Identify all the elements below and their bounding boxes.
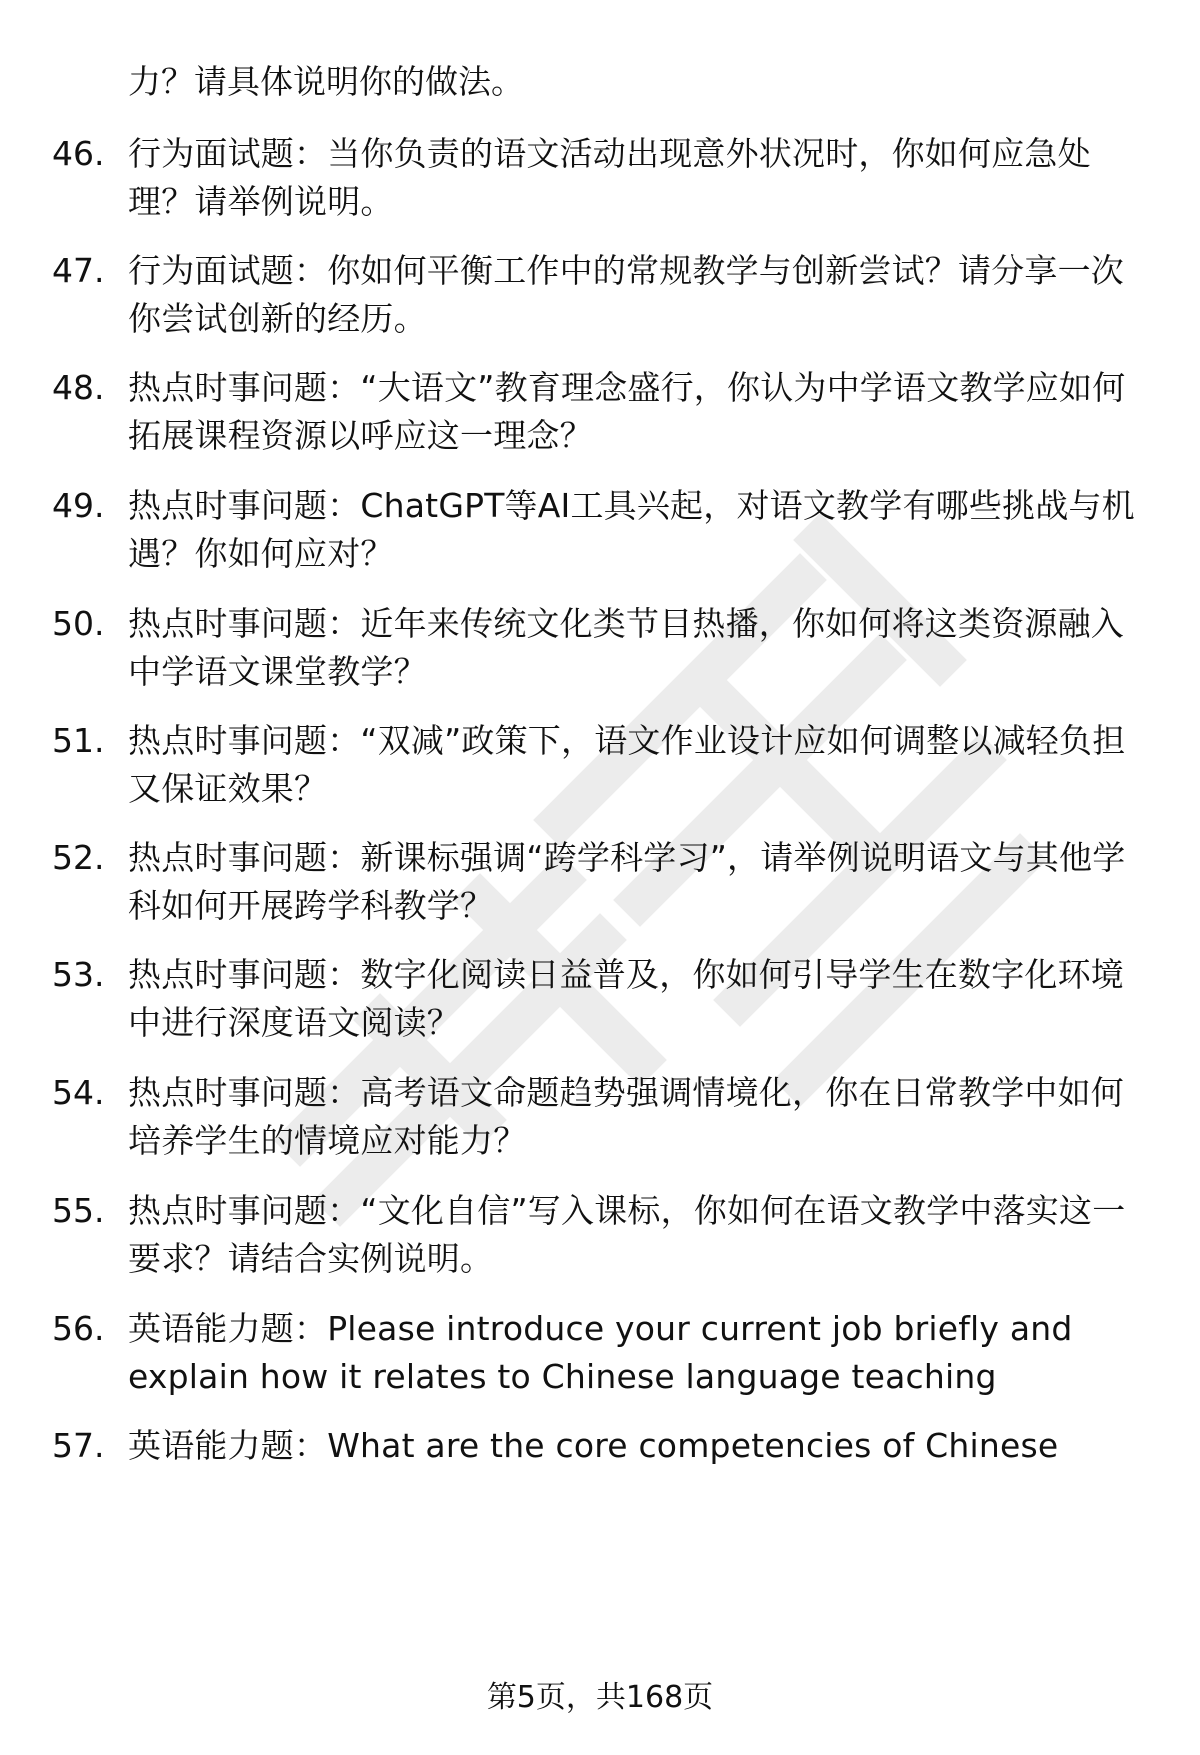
question-number: 51. <box>52 721 105 760</box>
question-text: 热点时事问题：新课标强调“跨学科学习”，请举例说明语文与其他学科如何开展跨学科教学？ <box>128 838 1126 925</box>
question-text: 热点时事问题：“双减”政策下，语文作业设计应如何调整以减轻负担又保证效果？ <box>128 721 1126 808</box>
question-number: 46. <box>52 134 105 173</box>
question-number: 48. <box>52 368 105 407</box>
question-text: 热点时事问题：ChatGPT等AI工具兴起，对语文教学有哪些挑战与机遇？你如何应对？ <box>128 486 1135 573</box>
question-number: 53. <box>52 955 105 994</box>
question-number: 56. <box>52 1309 105 1348</box>
question-number: 50. <box>52 604 105 643</box>
question-number: 55. <box>52 1191 105 1230</box>
question-number: 47. <box>52 251 105 290</box>
question-text: 英语能力题：What are the core competencies of Chinese <box>128 1426 1059 1465</box>
question-text: 热点时事问题：“文化自信”写入课标，你如何在语文教学中落实这一要求？请结合实例说明。 <box>128 1191 1126 1278</box>
question-text: 热点时事问题：近年来传统文化类节目热播，你如何将这类资源融入中学语文课堂教学？ <box>128 604 1124 691</box>
page-number-footer: 第5页，共168页 <box>486 1680 714 1715</box>
question-text: 行为面试题：你如何平衡工作中的常规教学与创新尝试？请分享一次你尝试创新的经历。 <box>128 251 1124 338</box>
question-text: 英语能力题：Please introduce your current job briefly and explain how it relates to Chinese language teaching <box>128 1309 1073 1396</box>
question-text: 行为面试题：当你负责的语文活动出现意外状况时，你如何应急处理？请举例说明。 <box>128 134 1091 221</box>
question-number: 54. <box>52 1073 105 1112</box>
question-number: 49. <box>52 486 105 525</box>
continued-question-text: 力？请具体说明你的做法。 <box>128 62 524 101</box>
question-text: 热点时事问题：“大语文”教育理念盛行，你认为中学语文教学应如何拓展课程资源以呼应这一理念？ <box>128 368 1126 455</box>
question-number: 52. <box>52 838 105 877</box>
question-text: 热点时事问题：数字化阅读日益普及，你如何引导学生在数字化环境中进行深度语文阅读？ <box>128 955 1124 1042</box>
question-number: 57. <box>52 1426 105 1465</box>
question-text: 热点时事问题：高考语文命题趋势强调情境化，你在日常教学中如何培养学生的情境应对能力？ <box>128 1073 1124 1160</box>
